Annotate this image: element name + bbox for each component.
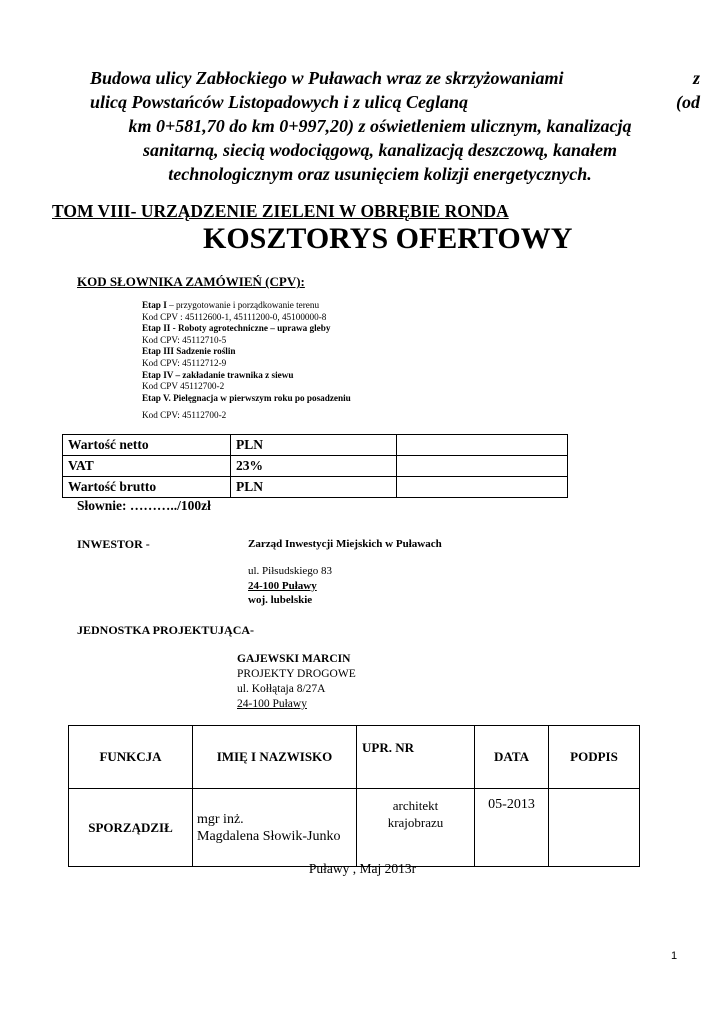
document-title [60,66,700,186]
designer-street: ul. Kołłątaja 8/27A [237,683,326,695]
title-line-1 [60,66,700,90]
cell-podpis [549,789,640,867]
investor-region: woj. lubelskie [248,594,313,606]
investor-name: Zarząd Inwestycji Miejskich w Puławach [248,538,442,550]
value-unit: PLN [231,477,397,498]
table-row [69,789,640,867]
header-imie: IMIĘ I NAZWISKO [193,726,357,789]
cpv-heading: KOD SŁOWNIKA ZAMÓWIEŃ (CPV): [77,274,305,289]
stages-list [142,300,351,422]
investor-city: 24-100 Puławy [248,579,317,592]
value-unit: PLN [231,435,397,456]
designer-city: 24-100 Puławy [237,698,307,710]
table-row [63,435,568,456]
title-line-1b: z [692,68,700,88]
stage-3: Etap III Sadzenie roślin [142,346,236,357]
title-line-5: technologicznym oraz usunięciem kolizji energetycznych. [168,164,592,184]
value-label: Wartość netto [63,435,231,456]
stage-2: Etap II - Roboty agrotechniczne – uprawa gleby [142,323,331,334]
document-type-heading: KOSZTORYS OFERTOWY [203,222,573,255]
investor-address [248,564,332,608]
stage-4: Etap IV – zakładanie trawnika z siewu [142,369,294,380]
title-line-2a: ulicą Powstańców Listopadowych i z ulicą Ceglaną [90,92,469,112]
title-line-3: km 0+581,70 do km 0+997,20) z oświetleniem ulicznym, kanalizacją [128,116,632,136]
cell-imie: mgr inż. Magdalena Słowik-Junko [193,789,357,867]
stage-1-code: Kod CPV : 45112600-1, 45111200-0, 45100000-8 [142,311,327,322]
title-line-2 [60,90,700,114]
value-label: VAT [63,456,231,477]
value-amount [397,456,568,477]
header-funkcja: FUNKCJA [69,726,193,789]
title-line-1a: Budowa ulicy Zabłockiego w Puławach wraz ze skrzyżowaniami [90,68,564,88]
stage-1: Etap I – przygotowanie i porządkowanie terenu [142,300,320,310]
signature-table [68,725,640,867]
designer-name: GAJEWSKI MARCIN [237,653,351,665]
page-number: 1 [671,950,678,962]
designer-label: JEDNOSTKA PROJEKTUJĄCA- [77,623,255,637]
designer-address [237,652,356,712]
header-upr: UPR. NR [357,726,475,789]
volume-heading: TOM VIII- URZĄDZENIE ZIELENI W OBRĘBIE RONDA [52,201,509,221]
amount-in-words: Słownie: ………../100zł [77,498,211,513]
stage-5-code: Kod CPV: 45112700-2 [142,410,227,421]
value-amount [397,435,568,456]
place-date: Puławy , Maj 2013r [308,861,417,876]
cell-upr: architekt krajobrazu [357,789,475,867]
stage-5: Etap V. Pielęgnacja w pierwszym roku po posadzeniu [142,392,351,403]
stage-3-code: Kod CPV: 45112712-9 [142,357,227,368]
title-line-2b: (od [676,92,700,112]
designer-line2: PROJEKTY DROGOWE [237,668,356,680]
stage-4-code: Kod CPV 45112700-2 [142,381,225,392]
table-row [63,456,568,477]
table-row [63,477,568,498]
investor-label: INWESTOR - [77,537,150,551]
investor-street: ul. Piłsudskiego 83 [248,565,333,577]
value-unit: 23% [231,456,397,477]
cell-funkcja: SPORZĄDZIŁ [69,789,193,867]
header-podpis: PODPIS [549,726,640,789]
table-row [69,726,640,789]
stage-2-code: Kod CPV: 45112710-5 [142,334,227,345]
value-label: Wartość brutto [63,477,231,498]
values-table [62,434,568,498]
cell-data: 05-2013 [475,789,549,867]
header-data: DATA [475,726,549,789]
title-line-4: sanitarną, siecią wodociągową, kanalizacją deszczową, kanałem [142,140,618,160]
value-amount [397,477,568,498]
